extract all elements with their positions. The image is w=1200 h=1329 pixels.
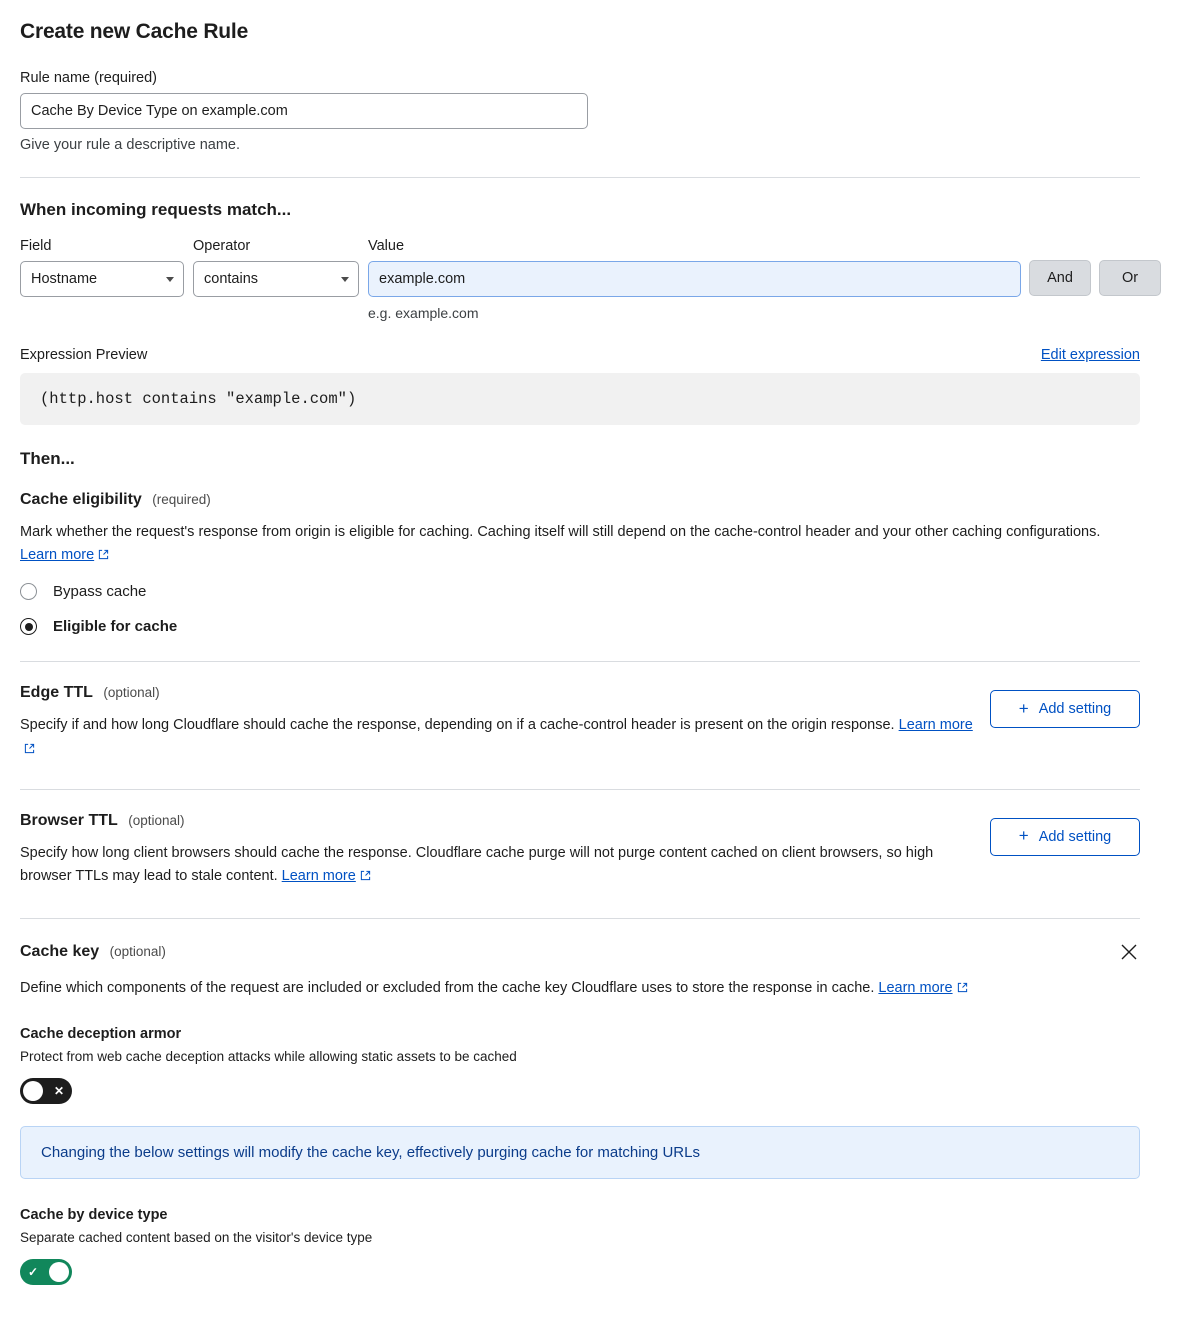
edge-ttl-add-setting-button[interactable] xyxy=(990,690,1140,728)
browser-ttl-optional-tag: (optional) xyxy=(128,812,185,828)
value-input[interactable] xyxy=(368,261,1021,297)
cache-deception-armor-title: Cache deception armor xyxy=(20,1026,182,1043)
cache-key-description-text: Define which components of the request are included or excluded from the cache key Cloudflare uses to store the response in cache. xyxy=(20,980,875,997)
radio-eligible-for-cache[interactable] xyxy=(20,618,1150,635)
browser-ttl-title: Browser TTL xyxy=(20,811,118,829)
cache-key-section xyxy=(10,943,1150,1285)
browser-ttl-learn-more-link[interactable]: Learn more xyxy=(281,867,356,884)
operator-select[interactable] xyxy=(193,261,359,297)
external-link-icon xyxy=(24,739,35,750)
cache-eligibility-description-text: Mark whether the request's response from origin is eligible for caching. Caching itself will still depend on the cache-control header and your other caching configurations. xyxy=(20,524,1101,540)
radio-icon xyxy=(20,583,37,600)
cache-key-description xyxy=(20,977,1030,1000)
field-column xyxy=(20,238,184,297)
field-label: Field xyxy=(20,238,52,254)
cache-deception-armor-toggle[interactable] xyxy=(20,1078,72,1104)
cache-by-device-type-title: Cache by device type xyxy=(20,1207,168,1224)
cache-key-title: Cache key xyxy=(20,943,100,961)
radio-bypass-cache[interactable] xyxy=(20,583,1150,600)
page-title: Create new Cache Rule xyxy=(20,20,249,43)
expression-label: Expression Preview xyxy=(20,347,148,363)
value-column xyxy=(368,238,1021,321)
cache-key-learn-more-link[interactable]: Learn more xyxy=(878,980,953,997)
browser-ttl-add-setting-button[interactable] xyxy=(990,818,1140,856)
logic-buttons xyxy=(1029,238,1161,296)
or-button[interactable]: Or xyxy=(1099,260,1161,296)
then-heading: Then... xyxy=(20,449,75,468)
edge-ttl-add-setting-label: Add setting xyxy=(1038,701,1112,718)
cache-eligibility-learn-more-link[interactable]: Learn more xyxy=(20,547,95,564)
external-link-icon xyxy=(360,866,371,877)
field-select[interactable] xyxy=(20,261,184,297)
and-button[interactable]: And xyxy=(1029,260,1091,296)
operator-label: Operator xyxy=(193,238,251,254)
cache-eligibility-description xyxy=(20,521,1140,567)
cache-by-device-type-toggle[interactable] xyxy=(20,1259,72,1285)
rule-name-label: Rule name (required) xyxy=(20,70,158,86)
plus-icon: + xyxy=(1018,698,1029,718)
cache-key-header xyxy=(10,943,1150,965)
edge-ttl-description-text: Specify if and how long Cloudflare should cache the response, depending on if a cache-control header is present on the origin response. xyxy=(20,717,895,734)
close-icon[interactable] xyxy=(1118,943,1140,965)
chevron-down-icon xyxy=(341,277,349,282)
cache-eligibility-title: Cache eligibility xyxy=(20,491,142,508)
divider-1 xyxy=(20,177,1140,178)
match-row xyxy=(20,238,1150,321)
field-select-value: Hostname xyxy=(31,271,98,287)
operator-column xyxy=(193,238,359,297)
expression-header xyxy=(20,347,1140,363)
edge-ttl-description xyxy=(20,714,980,760)
edge-ttl-learn-more-link[interactable]: Learn more xyxy=(898,717,973,734)
edit-expression-link[interactable]: Edit expression xyxy=(1040,347,1140,363)
external-link-icon xyxy=(957,978,968,989)
browser-ttl-description xyxy=(20,842,980,888)
toggle-on-icon: ✓ xyxy=(28,1265,39,1280)
value-label: Value xyxy=(368,238,405,254)
match-heading: When incoming requests match... xyxy=(20,200,292,219)
cache-by-device-type-description: Separate cached content based on the visitor's device type xyxy=(20,1230,373,1246)
chevron-down-icon xyxy=(166,277,174,282)
radio-eligible-for-cache-label: Eligible for cache xyxy=(53,618,178,636)
value-hint: e.g. example.com xyxy=(368,305,479,321)
expression-preview: (http.host contains "example.com") xyxy=(20,373,1140,425)
plus-icon: + xyxy=(1018,826,1029,846)
browser-ttl-section xyxy=(10,812,1150,888)
divider-4 xyxy=(20,918,1140,919)
radio-icon xyxy=(20,618,37,635)
cache-key-optional-tag: (optional) xyxy=(109,944,166,960)
divider-2 xyxy=(20,661,1140,662)
cache-eligibility-required-tag: (required) xyxy=(152,492,211,507)
browser-ttl-description-text: Specify how long client browsers should cache the response. Cloudflare cache purge will not purge content cached on client browsers, so high browser TTLs may lead to stale content. xyxy=(20,844,934,884)
browser-ttl-add-setting-label: Add setting xyxy=(1038,828,1112,845)
cache-eligibility-section xyxy=(10,491,1150,635)
toggle-off-icon: ✕ xyxy=(53,1084,64,1099)
rule-name-input[interactable] xyxy=(20,93,588,129)
edge-ttl-section xyxy=(10,684,1150,760)
divider-3 xyxy=(20,789,1140,790)
radio-bypass-cache-label: Bypass cache xyxy=(53,583,147,601)
external-link-icon xyxy=(98,545,109,556)
cache-key-info-banner: Changing the below settings will modify the cache key, effectively purging cache for matching URLs xyxy=(20,1126,1140,1179)
operator-select-value: contains xyxy=(204,271,259,287)
toggle-knob xyxy=(49,1262,69,1282)
edge-ttl-optional-tag: (optional) xyxy=(103,685,160,701)
cache-deception-armor-description: Protect from web cache deception attacks while allowing static assets to be cached xyxy=(20,1049,517,1065)
rule-name-helper: Give your rule a descriptive name. xyxy=(20,137,241,153)
toggle-knob xyxy=(23,1081,43,1101)
edge-ttl-title: Edge TTL xyxy=(20,684,93,702)
